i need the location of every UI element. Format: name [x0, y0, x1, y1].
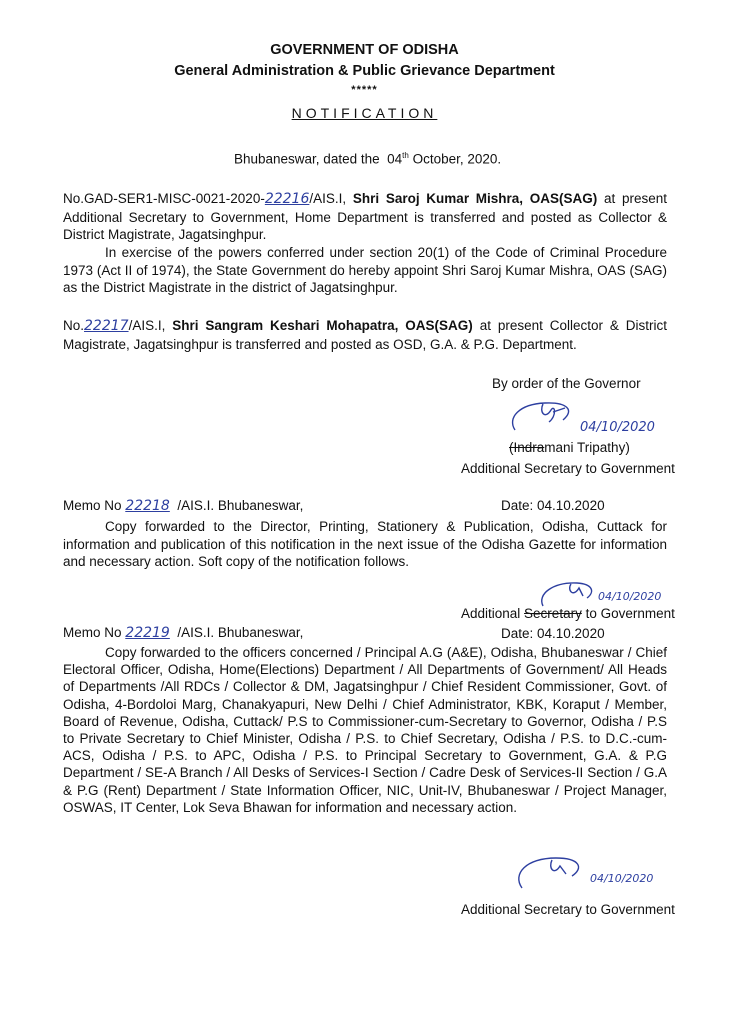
appointment-paragraph: In exercise of the powers conferred under section 20(1) of the Code of Criminal Procedure 1973 (Act II of 1974), the State Government do hereby appoint Shri Saroj Kumar Mishra, OAS (SAG) as the District Magistrate in the district of Jagatsinghpur. — [63, 245, 667, 295]
transfer-order-1: No.GAD-SER1-MISC-0021-2020-22216/AIS.I, Shri Saroj Kumar Mishra, OAS(SAG) at present Additional Secretary to Government, Home Department is transferred and posted as Collector & District Magistrate, Jagatsinghpur. — [63, 191, 668, 242]
memo-1-header: Memo No 22218 /AIS.I. Bhubaneswar, — [63, 498, 304, 514]
government-title: GOVERNMENT OF ODISHA — [270, 42, 459, 58]
notification-heading: NOTIFICATION — [291, 105, 438, 121]
handwritten-number: 22216 — [264, 191, 310, 207]
signature-date: 04/10/2020 — [590, 872, 654, 885]
memo-2-text: Copy forwarded to the officers concerned / Principal A.G (A&E), Odisha, Bhubaneswar / Chief Electoral Officer, Odisha, Home(Elections) Department / All Departments of Government/ All Heads of Departments /All RDCs / Collector & DM, Jagatsinghpur / Chief Resident Commissioner, Govt. of Odisha, 4-Bordoloi Marg, Chanakyapuri, New Delhi / Chief Administrator, KBK, Koraput / Member, Board of Revenue, Odisha, Cuttack/ P.S to Commissioner-cum-Secretary to Governor, Odisha / P.S to Private Secretary to Chief Minister, Odisha / P.S. to Chief Secretary, Odisha / P.S. to D.C.-cum-ACS, Odisha / P.S. to APC, Odisha / P.S. to Principal Secretary to Government, G.A. & P.G Department / SE-A Branch / All Desks of Services-I Section / Cadre Desk of Services-II Section / G.A & P.G (Rent) Department / State Information Officer, NIC, Unit-IV, Bhubaneswar / Project Manager, OSWAS, IT Center, Lok Seva Bhawan for information and necessary action. — [63, 645, 667, 815]
memo-1-designation: Additional Secretary to Government — [461, 606, 675, 621]
signatory-designation: Additional Secretary to Government — [461, 461, 675, 476]
signature-date: 04/10/2020 — [598, 590, 662, 603]
stars-separator: ***** — [351, 84, 378, 96]
memo-1-date: Date: 04.10.2020 — [501, 498, 605, 513]
memo-2-designation: Additional Secretary to Government — [461, 902, 675, 917]
handwritten-number: 22219 — [125, 625, 170, 641]
signatory-name: (Indramani Tripathy) — [509, 440, 630, 455]
handwritten-number: 22218 — [125, 498, 170, 514]
signature-date: 04/10/2020 — [580, 420, 655, 435]
by-order-text: By order of the Governor — [492, 376, 641, 391]
transfer-order-2: No.22217/AIS.I, Shri Sangram Keshari Mohapatra, OAS(SAG) at present Collector & District Magistrate, Jagatsinghpur is transferred and posted as OSD, G.A. & P.G. Department. — [63, 318, 668, 352]
dated-line: Bhubaneswar, dated the 04th October, 2020. — [234, 151, 502, 167]
memo-1-text: Copy forwarded to the Director, Printing, Stationery & Publication, Odisha, Cuttack for information and publication of this notification in the next issue of the Odisha Gazette for information and necessary action. Soft copy of the notification follows. — [63, 519, 667, 569]
memo-2-header: Memo No 22219 /AIS.I. Bhubaneswar, — [63, 625, 304, 641]
handwritten-number: 22217 — [84, 318, 129, 334]
department-title: General Administration & Public Grievance Department — [174, 63, 555, 79]
memo-2-date: Date: 04.10.2020 — [501, 626, 605, 641]
